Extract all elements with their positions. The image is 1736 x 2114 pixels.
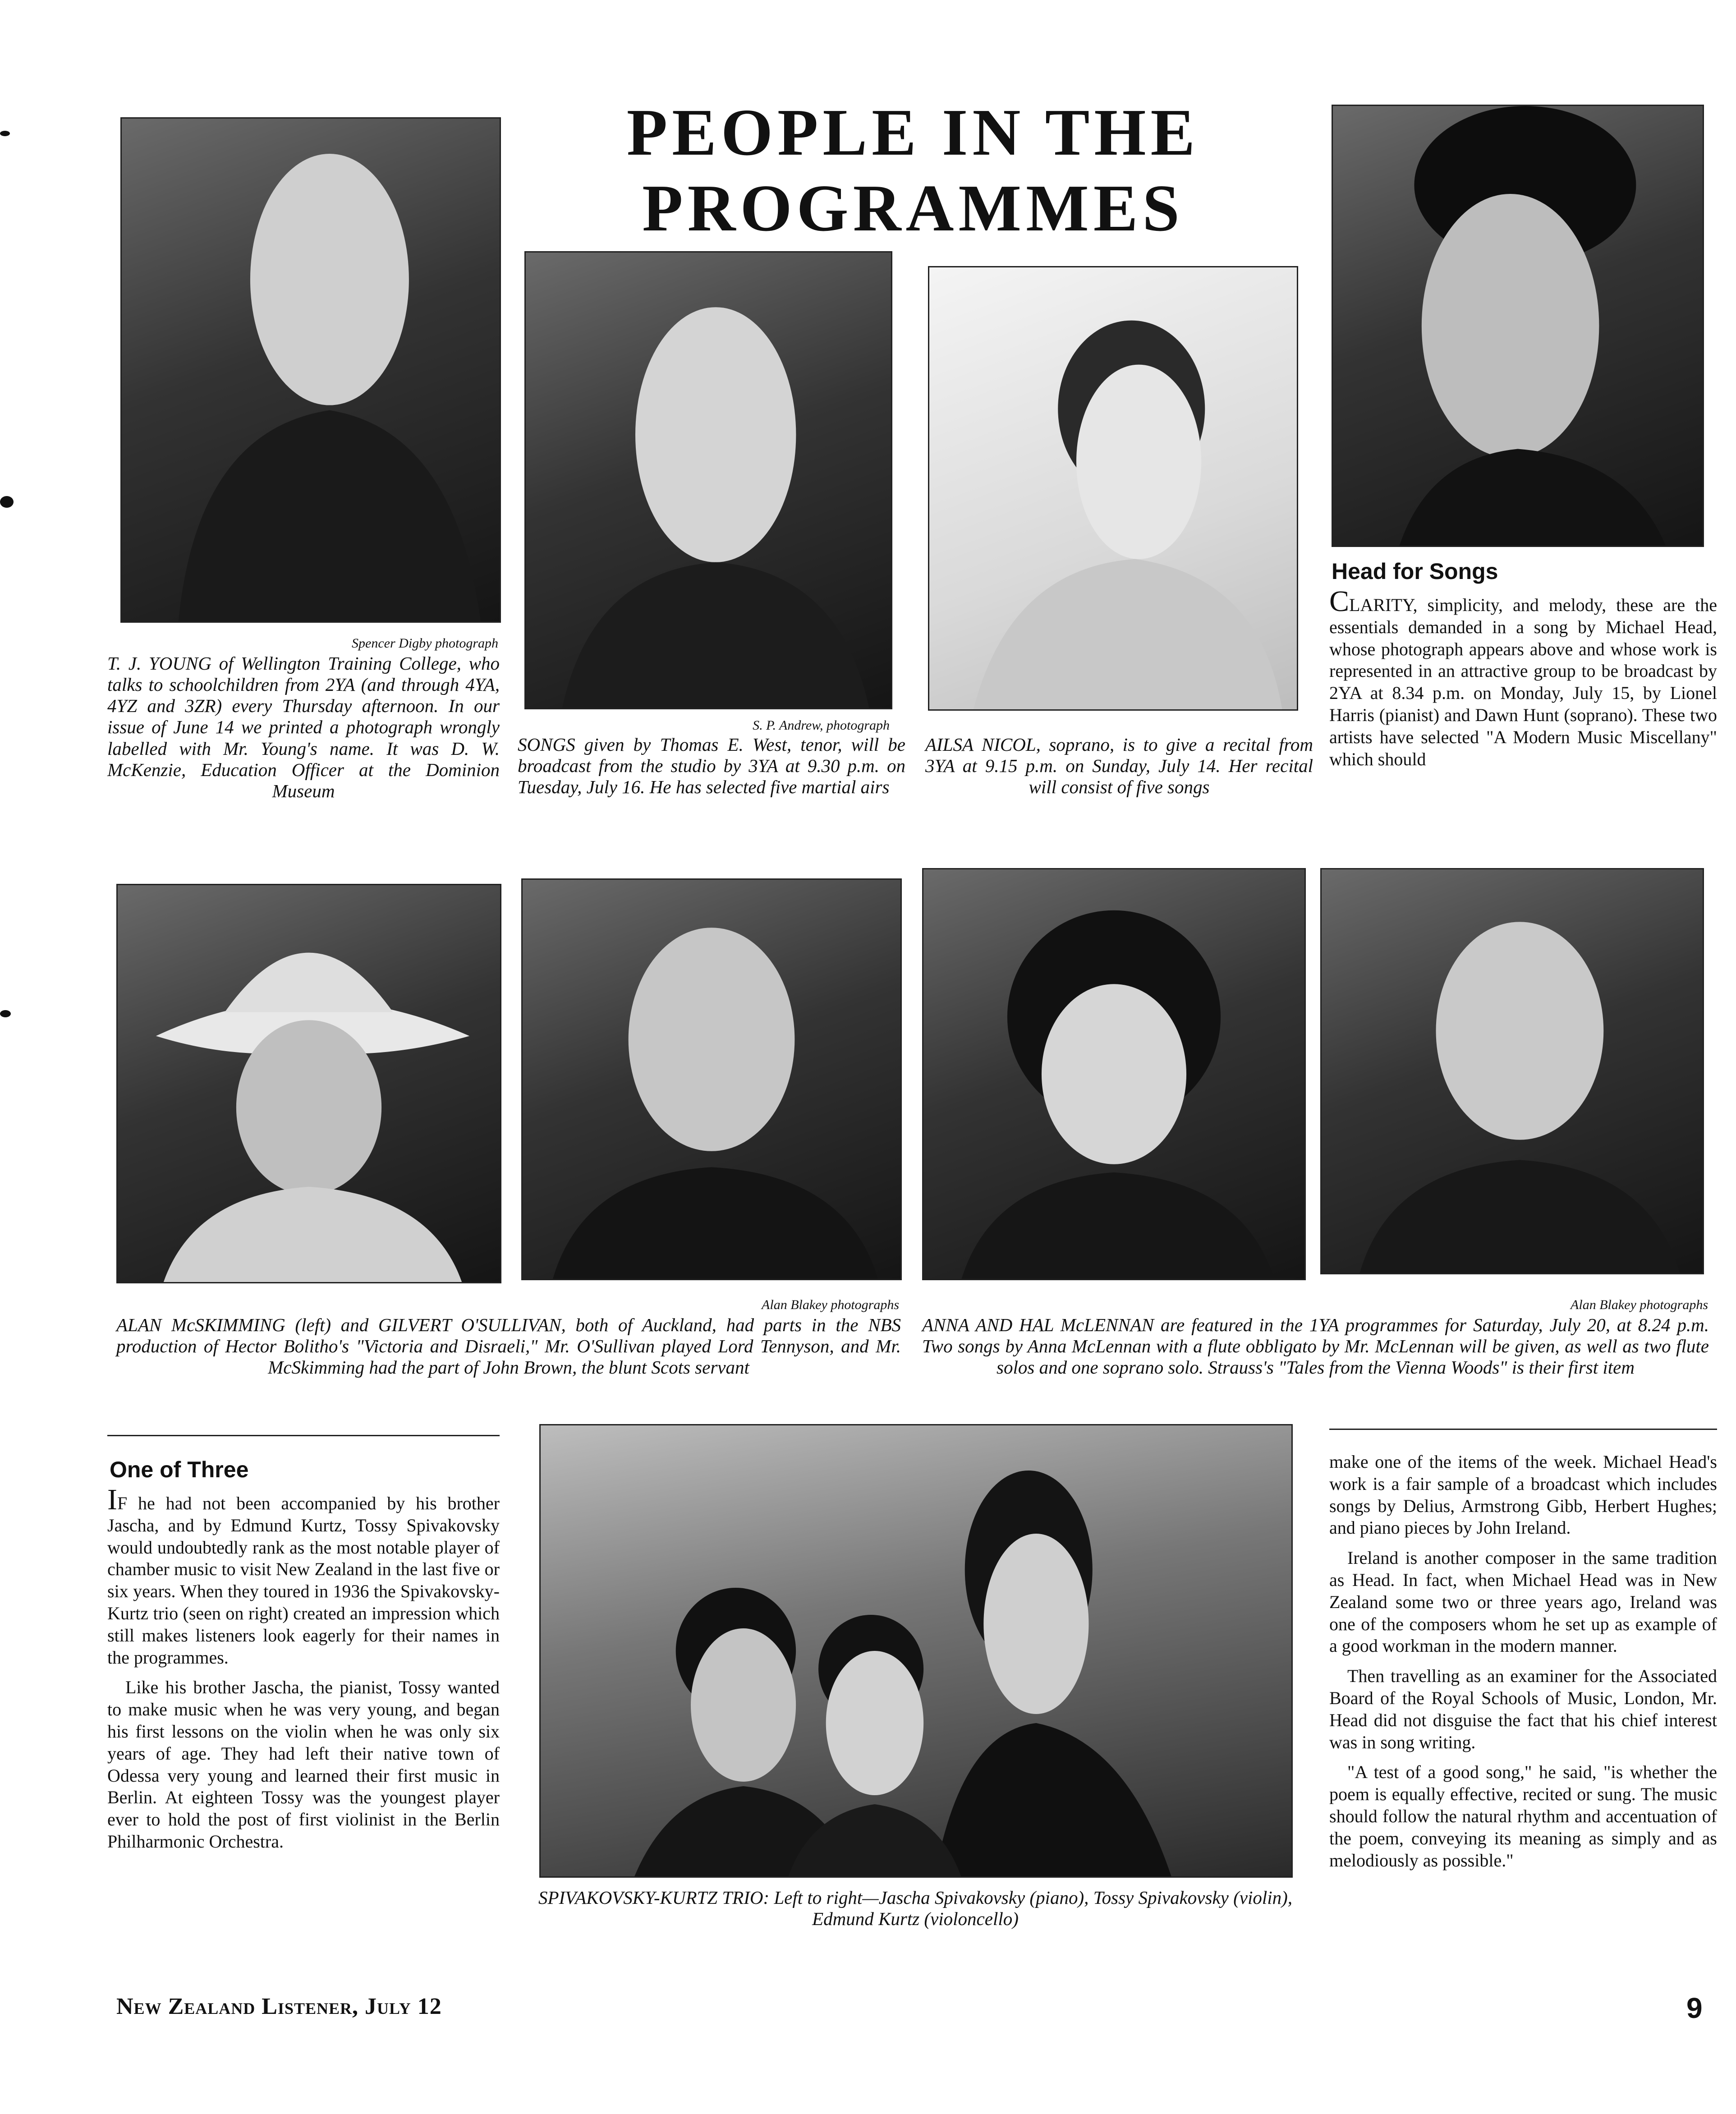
portrait-silhouette — [118, 885, 500, 1282]
photo-anna-mclennan — [922, 868, 1306, 1280]
divider-left — [107, 1435, 500, 1436]
paragraph-text: F he had not been accompanied by his brother Jascha, and by Edmund Kurtz, Tossy Spivakovsky would undoubtedly rank as the most notable player of chamber music to visit New Zealand in the last five or six years. When they toured in 1936 the Spivakovsky-Kurtz trio (seen on right) created an impression which still makes listeners look eagerly for their names in the programmes. — [107, 1493, 500, 1668]
photo-alan-mcskimming — [116, 884, 501, 1283]
caption-mclennan: ANNA AND HAL McLENNAN are featured in the 1YA programmes for Saturday, July 20, at 8.24 p.m. Two songs by Anna McLennan with a flute obbligato by Mr. McLennan will be given, as well as two flute solos and one soprano solo. Strauss's "Tales from the Vienna Woods" is their first item — [922, 1314, 1709, 1378]
article-one-of-three — [107, 1483, 500, 1861]
article-head-for-songs-intro — [1329, 585, 1717, 778]
title-line-2: PROGRAMMES — [642, 171, 1184, 245]
heading-one-of-three: One of Three — [110, 1457, 249, 1482]
paragraph — [107, 1483, 500, 1668]
portrait-silhouette — [526, 253, 891, 708]
photo-ailsa-nicol — [928, 266, 1298, 711]
photo-t-j-young — [120, 117, 501, 623]
portrait-silhouette — [1322, 869, 1703, 1273]
photo-gilvert-osullivan — [521, 878, 902, 1280]
portrait-silhouette — [929, 267, 1297, 709]
caption-thomas-e-west: SONGS given by Thomas E. West, tenor, will be broadcast from the studio by 3YA at 9.30 p.m. on Tuesday, July 16. He has selected five martial airs — [518, 734, 905, 798]
credit-alan-blakey-right: Alan Blakey photographs — [1571, 1297, 1708, 1312]
page-number: 9 — [1686, 1992, 1703, 2024]
page-title — [541, 96, 1285, 245]
caption-mcskimming-osullivan: ALAN McSKIMMING (left) and GILVERT O'SULLIVAN, both of Auckland, had parts in the NBS production of Hector Bolitho's "Victoria and Disraeli," Mr. O'Sullivan played Lord Tennyson, and Mr. McSkimming had the part of John Brown, the blunt Scots servant — [116, 1314, 901, 1378]
trio-silhouettes — [541, 1425, 1291, 1876]
photo-michael-head — [1332, 105, 1704, 547]
portrait-silhouette — [523, 880, 900, 1279]
margin-mark — [0, 1010, 11, 1017]
caption-t-j-young: T. J. YOUNG of Wellington Training College, who talks to schoolchildren from 2YA (and through 4YA, 4YZ and 3ZR) every Thursday afternoon. In our issue of June 14 we printed a photograph wrongly labelled with Mr. Young's name. It was D. W. McKenzie, Education Officer at the Dominion Museum — [107, 653, 500, 801]
paragraph: make one of the items of the week. Michael Head's work is a fair sample of a broadcast which includes songs by Delius, Armstrong Gibb, Herbert Hughes; and piano pieces by John Ireland. — [1329, 1452, 1717, 1538]
photo-thomas-e-west — [524, 251, 892, 709]
portrait-silhouette — [122, 119, 500, 621]
drop-cap: C — [1329, 585, 1350, 618]
divider-right — [1329, 1429, 1717, 1430]
photo-hal-mclennan — [1320, 868, 1704, 1274]
credit-alan-blakey-left: Alan Blakey photographs — [762, 1297, 899, 1312]
paragraph: Like his brother Jascha, the pianist, Tossy wanted to make music when he was very young, and began his first lessons on the violin when he was only six years of age. They had left their native town of Odessa very young and learned their first music in Berlin. At eighteen Tossy was the youngest player ever to hold the post of first violinist in the Berlin Philharmonic Orchestra. — [107, 1677, 500, 1852]
caption-ailsa-nicol: AILSA NICOL, soprano, is to give a recital from 3YA at 9.15 p.m. on Sunday, July 14. Her recital will consist of five songs — [925, 734, 1313, 798]
heading-head-for-songs: Head for Songs — [1332, 559, 1498, 584]
paragraph: "A test of a good song," he said, "is whether the poem is equally effective, recited or sung. The music should follow the natural rhythm and accentuation of the poem, conveying its meaning as simply and as melodiously as possible." — [1329, 1762, 1717, 1870]
margin-mark — [0, 496, 14, 508]
paragraph: Ireland is another composer in the same tradition as Head. In fact, when Michael Head was in New Zealand some two or three years ago, Ireland was one of the composers whom he set up as example of a good workman in the modern manner. — [1329, 1548, 1717, 1656]
margin-mark — [0, 131, 10, 136]
credit-spencer-digby: Spencer Digby photograph — [352, 636, 498, 651]
paragraph — [1329, 585, 1717, 770]
paragraph-text: LARITY, simplicity, and melody, these are the essentials demanded in a song by Michael Head, whose photograph appears above and whose work is represented in an attractive group to be broadcast by 2YA at 8.34 p.m. on Monday, July 15, by Lionel Harris (pianist) and Dawn Hunt (soprano). These two artists have selected "A Modern Music Miscellany" which should — [1329, 595, 1717, 769]
footer-publication: New Zealand Listener, July 12 — [116, 1994, 442, 2019]
portrait-silhouette — [923, 869, 1304, 1279]
drop-cap: I — [107, 1483, 117, 1516]
portrait-silhouette — [1333, 106, 1703, 546]
article-head-for-songs-continued — [1329, 1451, 1717, 1880]
title-line-1: PEOPLE IN THE — [626, 96, 1200, 170]
paragraph: Then travelling as an examiner for the Associated Board of the Royal Schools of Music, London, Mr. Head did not disguise the fact that his chief interest was in song writing. — [1329, 1666, 1717, 1752]
photo-spivakovsky-kurtz-trio — [539, 1424, 1293, 1878]
caption-trio: SPIVAKOVSKY-KURTZ TRIO: Left to right—Jascha Spivakovsky (piano), Tossy Spivakovsky (violin), Edmund Kurtz (violoncello) — [538, 1887, 1293, 1930]
credit-s-p-andrew: S. P. Andrew, photograph — [753, 718, 890, 733]
